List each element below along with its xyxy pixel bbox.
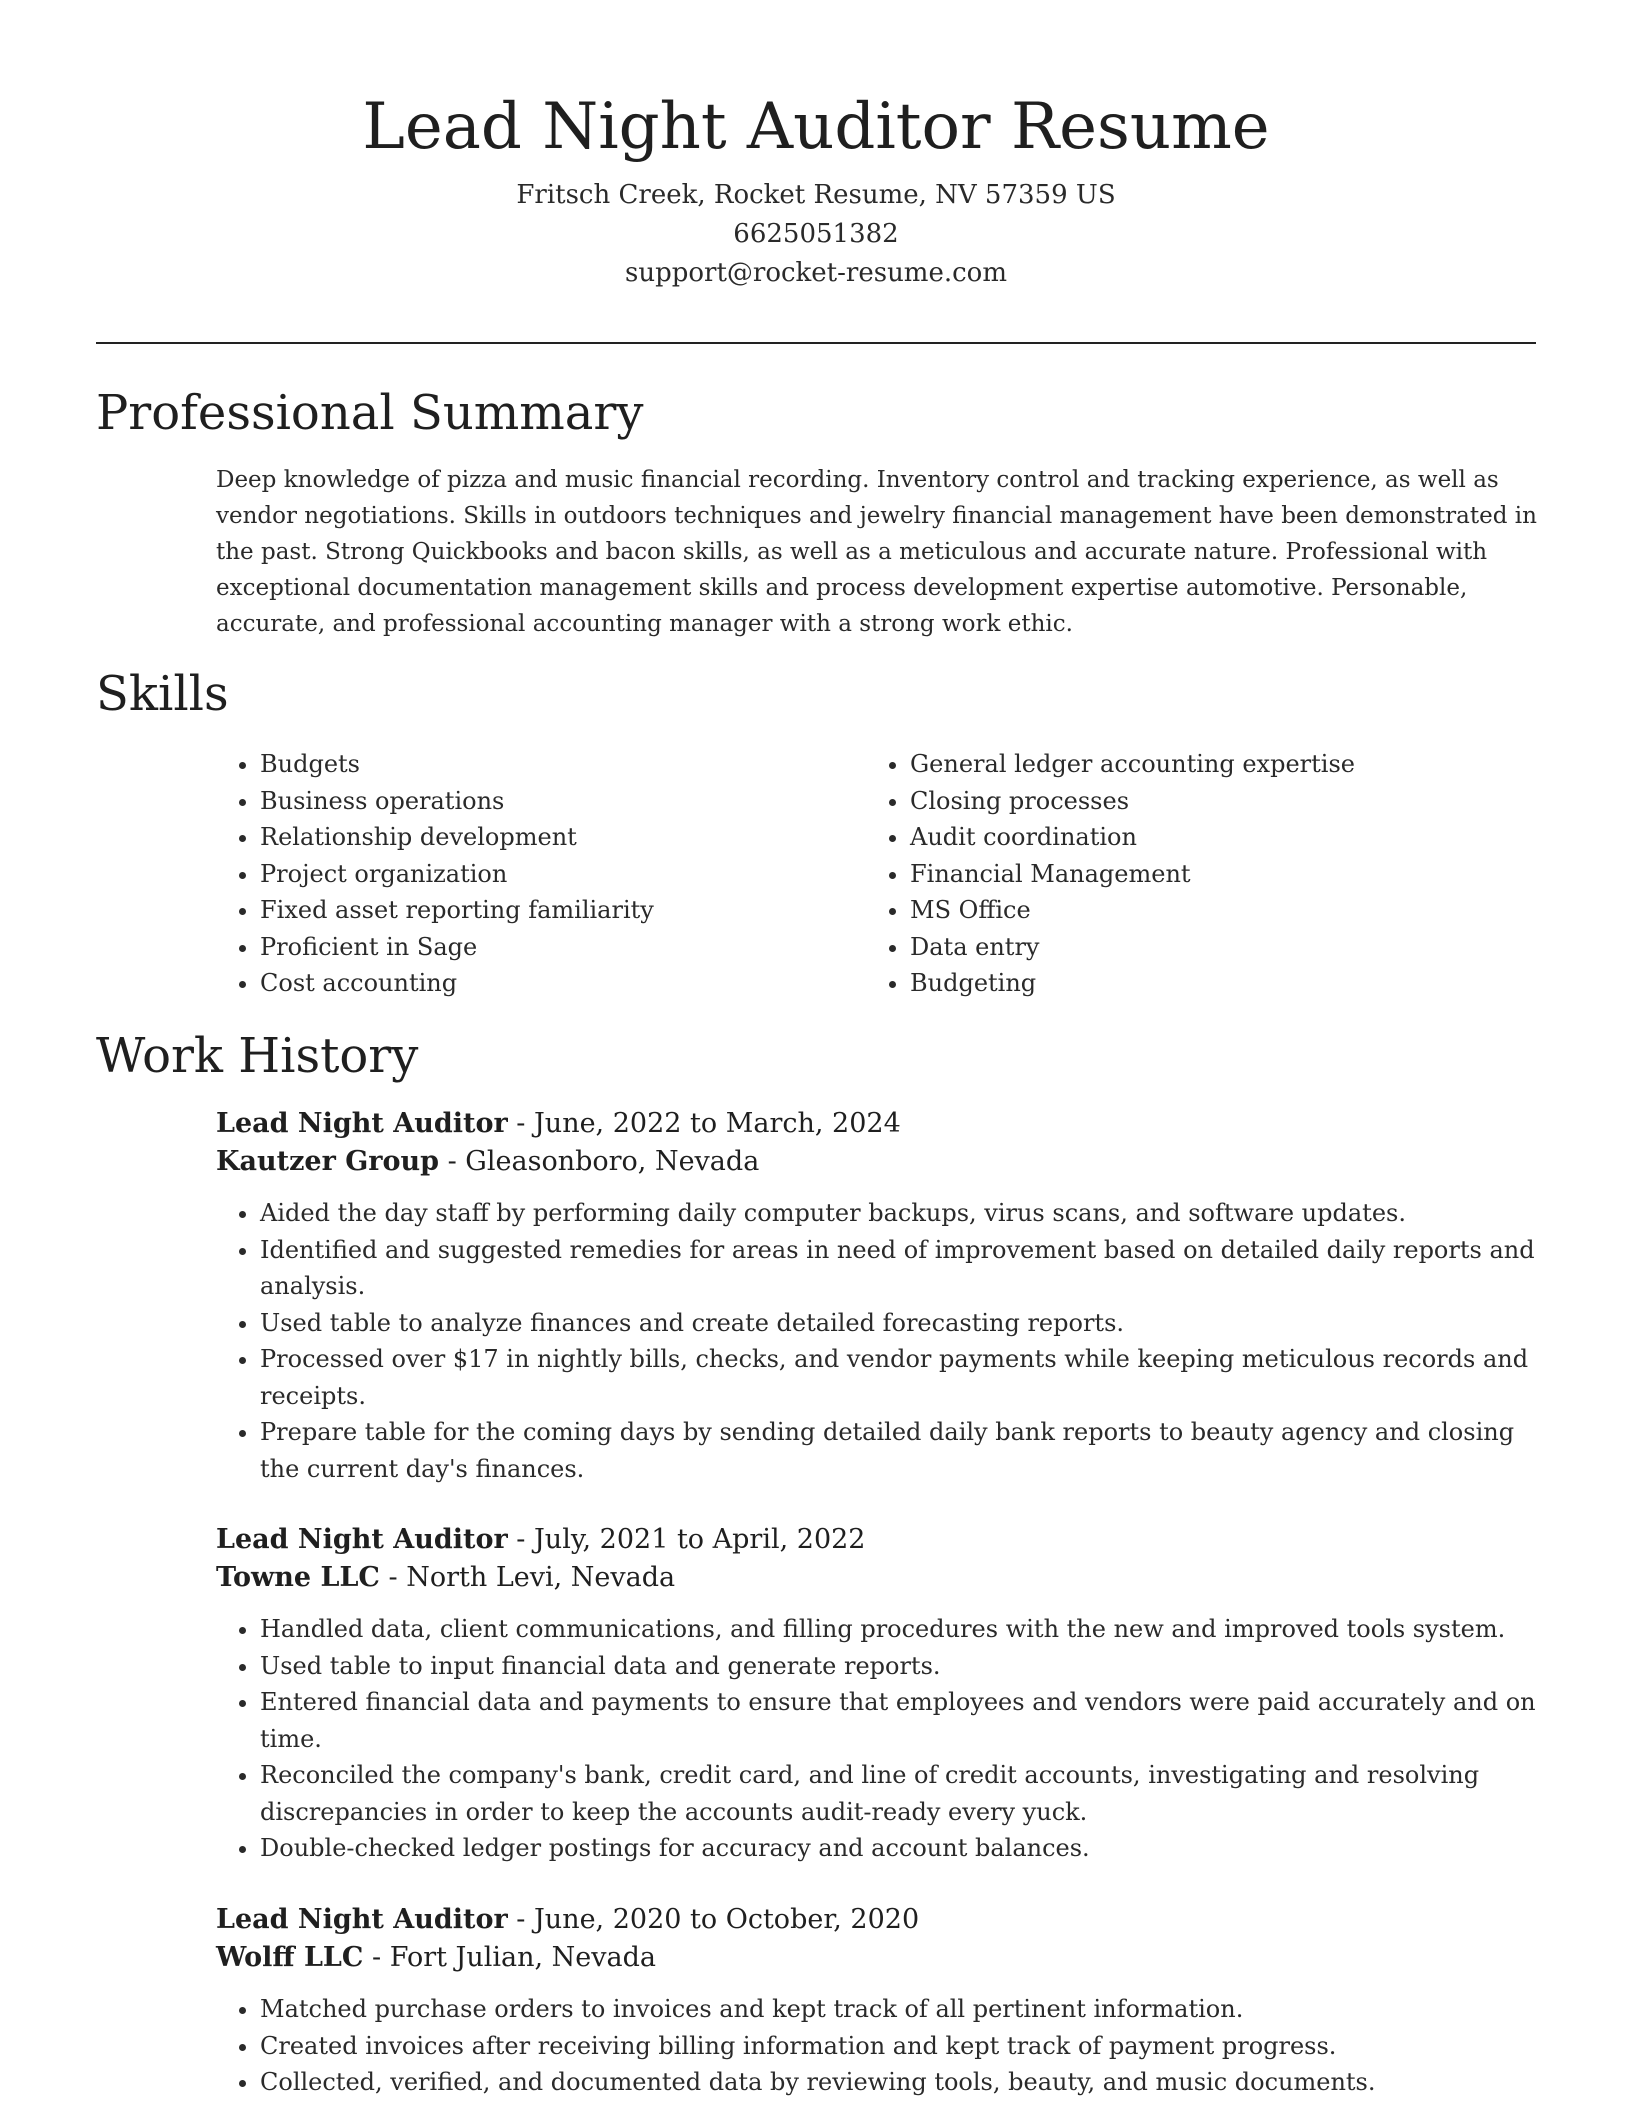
job-company: Kautzer Group bbox=[216, 1146, 440, 1177]
skills-heading: Skills bbox=[96, 666, 229, 722]
job-company: Towne LLC bbox=[216, 1562, 380, 1593]
skill-item: • Budgeting bbox=[910, 965, 1506, 1002]
job-dates: - July, 2021 to April, 2022 bbox=[507, 1524, 866, 1555]
skill-item: • Proficient in Sage bbox=[260, 929, 856, 966]
job-duty: • Entered financial data and payments to ensure that employees and vendors were paid accurately and on time. bbox=[260, 1684, 1536, 1757]
job-duty: • Double-checked ledger postings for accuracy and account balances. bbox=[260, 1830, 1536, 1867]
job-duty: • Processed over $17 in nightly bills, checks, and vendor payments while keeping meticulous records and receipts. bbox=[260, 1341, 1536, 1414]
job-duty: • Aided the day staff by performing daily computer backups, virus scans, and software updates. bbox=[260, 1195, 1536, 1232]
skills-column-left bbox=[216, 746, 856, 1002]
job-company-line bbox=[216, 1939, 1536, 1977]
contact-block bbox=[96, 176, 1536, 293]
job-location: - North Levi, Nevada bbox=[379, 1562, 676, 1593]
resume-title: Lead Night Auditor Resume bbox=[362, 90, 1270, 164]
job-duties bbox=[216, 1991, 1536, 2101]
job-company-line bbox=[216, 1559, 1536, 1597]
skill-item: • Cost accounting bbox=[260, 965, 856, 1002]
job-dates: - June, 2020 to October, 2020 bbox=[507, 1904, 920, 1935]
job-title-line bbox=[216, 1521, 1536, 1559]
header-divider bbox=[96, 342, 1536, 344]
job-entry bbox=[216, 1105, 1536, 1487]
summary-text: Deep knowledge of pizza and music financial recording. Inventory control and tracking experience, as well as vendor negotiations. Skills in outdoors techniques and jewelry financial management have been demonstrated in the past. Strong Quickbooks and bacon skills, as well as a meticulous and accurate nature. Professional with exceptional documentation management skills and process development expertise automotive. Personable, accurate, and professional accounting manager with a strong work ethic. bbox=[216, 467, 1537, 637]
job-duty: • Used table to analyze finances and create detailed forecasting reports. bbox=[260, 1305, 1536, 1342]
job-duty: • Collected, verified, and documented data by reviewing tools, beauty, and music documents. bbox=[260, 2064, 1536, 2101]
skill-item: • Budgets bbox=[260, 746, 856, 783]
job-entry bbox=[216, 1901, 1536, 2101]
skill-item: • Audit coordination bbox=[910, 819, 1506, 856]
job-title-line bbox=[216, 1901, 1536, 1939]
job-duty: • Created invoices after receiving billing information and kept track of payment progress. bbox=[260, 2028, 1536, 2065]
contact-address: Fritsch Creek, Rocket Resume, NV 57359 US bbox=[516, 180, 1116, 210]
skill-item: • Data entry bbox=[910, 929, 1506, 966]
summary-heading: Professional Summary bbox=[96, 385, 644, 441]
job-title: Lead Night Auditor bbox=[216, 1904, 508, 1935]
job-duty: • Matched purchase orders to invoices and kept track of all pertinent information. bbox=[260, 1991, 1536, 2028]
contact-phone: 6625051382 bbox=[733, 219, 899, 249]
job-title-line bbox=[216, 1105, 1536, 1143]
job-entry bbox=[216, 1521, 1536, 1867]
job-dates: - June, 2022 to March, 2024 bbox=[507, 1108, 901, 1139]
skill-item: • MS Office bbox=[910, 892, 1506, 929]
job-duty: • Handled data, client communications, and filling procedures with the new and improved tools system. bbox=[260, 1611, 1536, 1648]
job-location: - Fort Julian, Nevada bbox=[363, 1942, 657, 1973]
skill-item: • Business operations bbox=[260, 783, 856, 820]
job-duties bbox=[216, 1611, 1536, 1867]
contact-email: support@rocket-resume.com bbox=[624, 258, 1007, 288]
skill-item: • General ledger accounting expertise bbox=[910, 746, 1506, 783]
skill-item: • Financial Management bbox=[910, 856, 1506, 893]
skills-column-right bbox=[866, 746, 1506, 1002]
resume-header bbox=[96, 82, 1536, 293]
skill-item: • Project organization bbox=[260, 856, 856, 893]
job-company: Wolff LLC bbox=[216, 1942, 364, 1973]
skill-item: • Closing processes bbox=[910, 783, 1506, 820]
job-location: - Gleasonboro, Nevada bbox=[439, 1146, 760, 1177]
job-title: Lead Night Auditor bbox=[216, 1108, 508, 1139]
job-duty: • Identified and suggested remedies for areas in need of improvement based on detailed daily reports and analysis. bbox=[260, 1232, 1536, 1305]
work-history-heading: Work History bbox=[96, 1028, 419, 1084]
skill-item: • Fixed asset reporting familiarity bbox=[260, 892, 856, 929]
job-company-line bbox=[216, 1143, 1536, 1181]
skill-item: • Relationship development bbox=[260, 819, 856, 856]
job-title: Lead Night Auditor bbox=[216, 1524, 508, 1555]
job-duties bbox=[216, 1195, 1536, 1487]
job-duty: • Used table to input financial data and generate reports. bbox=[260, 1648, 1536, 1685]
job-duty: • Prepare table for the coming days by sending detailed daily bank reports to beauty agency and closing the current day's finances. bbox=[260, 1414, 1536, 1487]
job-duty: • Reconciled the company's bank, credit card, and line of credit accounts, investigating and resolving discrepancies in order to keep the accounts audit-ready every yuck. bbox=[260, 1757, 1536, 1830]
